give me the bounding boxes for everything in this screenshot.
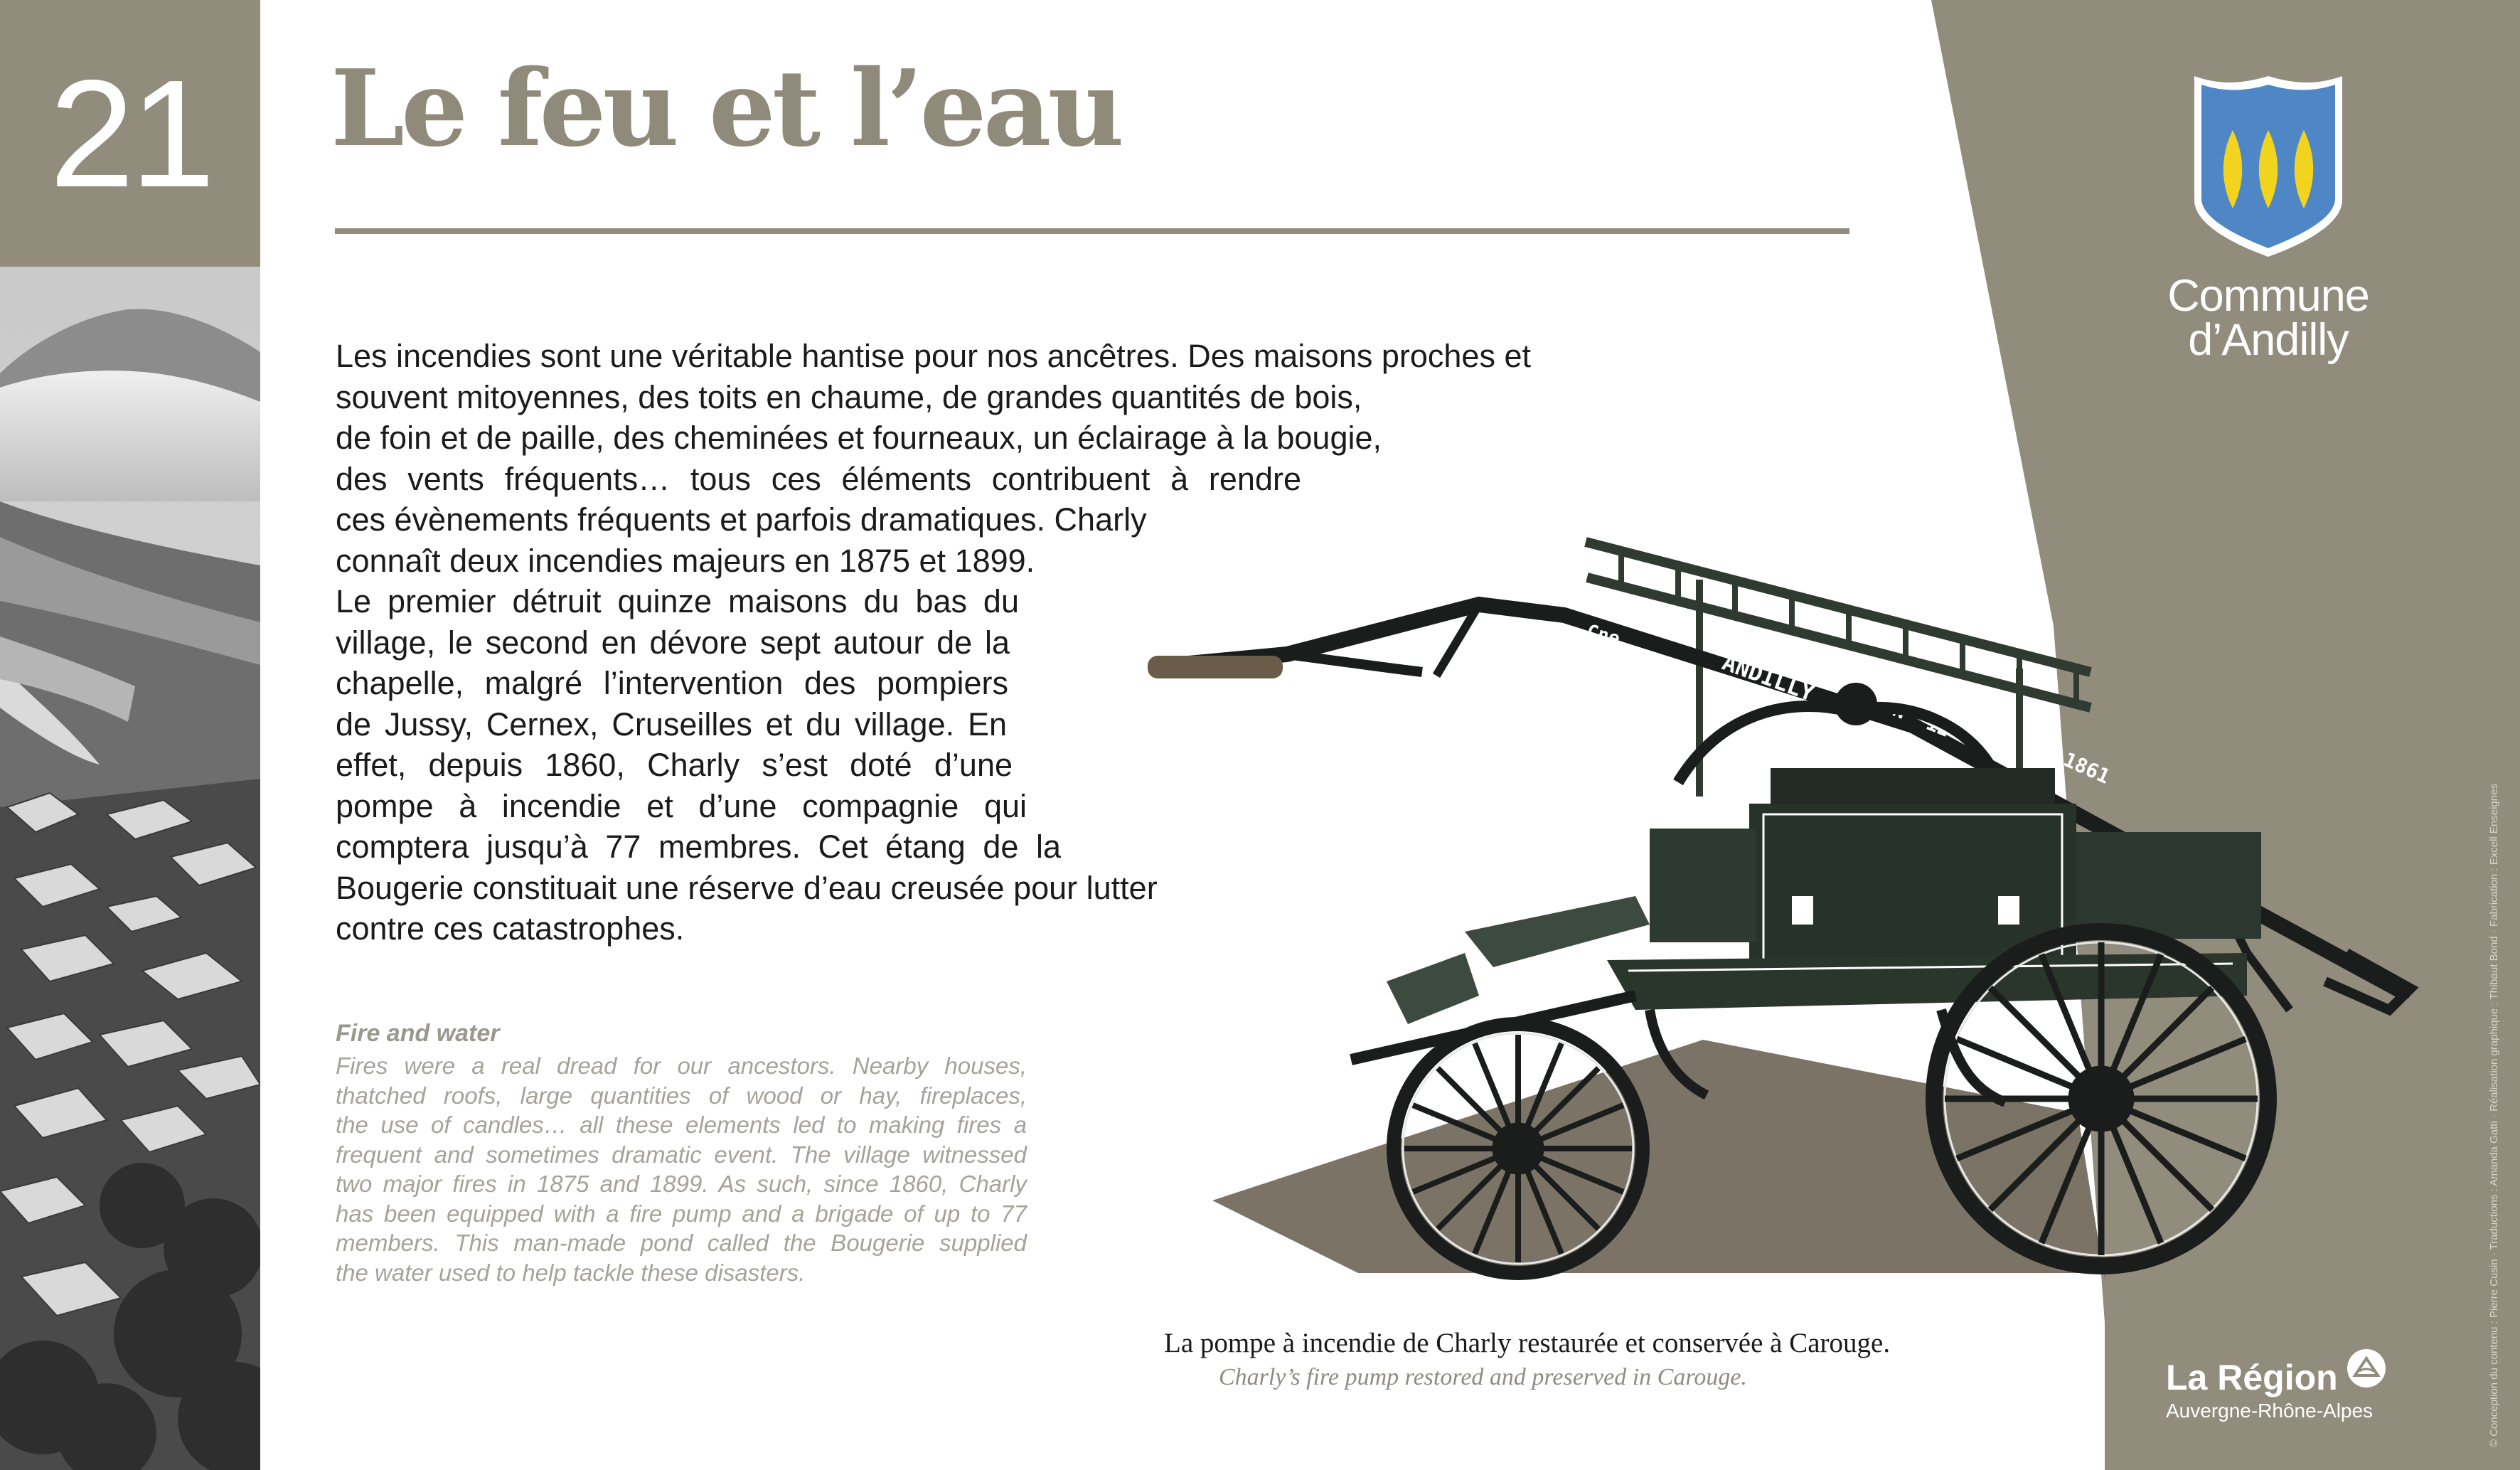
coat-of-arms-icon xyxy=(2190,73,2347,260)
panel-title: Le feu et l’eau xyxy=(331,46,1121,170)
english-text-line: two major fires in 1875 and 1899. As such, since 1860, Charly xyxy=(336,1171,1027,1197)
pump-marking-name: ANDILLY xyxy=(1719,648,1818,707)
pump-front-wheel xyxy=(1394,1024,1643,1273)
photo-caption-en: Charly’s fire pump restored and preserved in Carouge. xyxy=(1219,1364,1747,1390)
photo-caption-fr: La pompe à incendie de Charly restaurée et conservée à Carouge. xyxy=(1164,1328,1891,1358)
pump-marking-number: N° 12 xyxy=(1889,697,1954,742)
main-text-line: comptera jusqu’à 77 membres. Cet étang de la xyxy=(336,829,1061,865)
english-text-line: the use of candles… all these elements led to making fires a xyxy=(336,1112,1027,1138)
main-text-line: Les incendies sont une véritable hantise pour nos ancêtres. Des maisons proches et xyxy=(336,338,1531,374)
region-logo-subtitle: Auvergne-Rhône-Alpes xyxy=(2166,1400,2374,1422)
english-text-line: has been equipped with a fire pump and a brigade of up to 77 xyxy=(336,1200,1027,1227)
region-logo-name: La Région xyxy=(2166,1358,2338,1397)
main-text-line: effet, depuis 1860, Charly s’est doté d’une xyxy=(336,747,1013,783)
english-text-line: members. This man-made pond called the Bougerie supplied xyxy=(336,1230,1027,1256)
main-text-line: connaît deux incendies majeurs en 1875 et 1899. xyxy=(336,542,1035,579)
english-heading: Fire and water xyxy=(336,1020,500,1047)
main-text-line: village, le second en dévore sept autour de la xyxy=(336,624,1010,661)
english-text-line: thatched roofs, large quantities of wood or hay, fireplaces, xyxy=(336,1082,1027,1109)
main-text-line: des vents fréquents… tous ces éléments contribuent à rendre xyxy=(336,460,1301,497)
commune-logo-line2: d’Andilly xyxy=(2188,315,2349,365)
title-rule xyxy=(335,228,1849,234)
main-text-line: Bougerie constituait une réserve d’eau creusée pour lutter xyxy=(336,869,1158,906)
english-text-line: frequent and sometimes dramatic event. The village witnessed xyxy=(336,1141,1027,1168)
commune-logo-text xyxy=(2147,271,2389,365)
main-text-line: souvent mitoyennes, des toits en chaume, de grandes quantités de bois, xyxy=(336,378,1362,415)
pump-rear-wheel xyxy=(1934,932,2268,1266)
main-text-line: Le premier détruit quinze maisons du bas du xyxy=(336,583,1019,619)
main-text-line: de Jussy, Cernex, Cruseilles et du village. En xyxy=(336,705,1007,742)
aerial-village-photo xyxy=(0,267,260,1470)
english-text xyxy=(336,1051,1027,1287)
panel-number: 21 xyxy=(49,48,211,219)
credits-text: © Conception du contenu : Pierre Cusin · Traductions : Amanda Gatti · Réalisation graphique : Thibaut Bond · Fabrication : Excell Enseignes xyxy=(2488,784,2500,1447)
main-text-line: ces évènements fréquents et parfois dramatiques. Charly xyxy=(336,501,1147,538)
pump-marking-commune: Cne xyxy=(1584,620,1623,650)
main-text-line: contre ces catastrophes. xyxy=(336,910,685,947)
main-text-line: de foin et de paille, des cheminées et fourneaux, un éclairage à la bougie, xyxy=(336,420,1382,456)
english-text-line: Fires were a real dread for our ancestors. Nearby houses, xyxy=(336,1053,1027,1079)
pump-body xyxy=(1351,768,2261,1060)
pump-marking-year: 1861 xyxy=(2060,747,2114,789)
commune-logo-line1: Commune xyxy=(2167,271,2369,321)
main-text-line: pompe à incendie et d’une compagnie qui xyxy=(336,787,1027,824)
main-text-line: chapelle, malgré l’intervention des pompiers xyxy=(336,665,1008,701)
english-text-line: the water used to help tackle these disasters. xyxy=(336,1259,806,1286)
region-triangle-icon xyxy=(2347,1348,2386,1388)
fire-pump-image xyxy=(1138,498,2432,1294)
